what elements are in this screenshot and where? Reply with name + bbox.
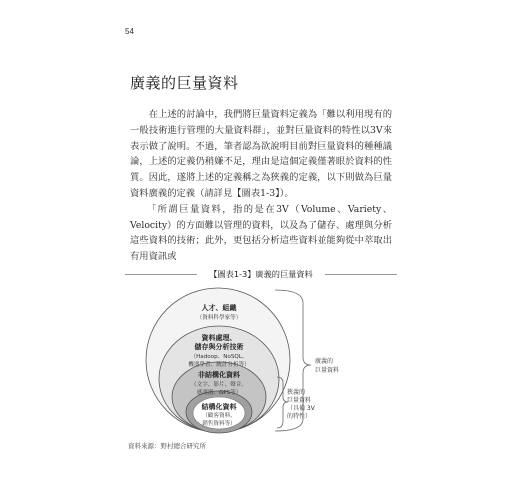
narrow-brace-label-2: 巨量資料 bbox=[287, 397, 312, 404]
broad-brace-label-2: 巨量資料 bbox=[315, 367, 340, 374]
paragraph-2: 「所謂巨量資料，指的是在3V（Volume、Variety、Velocity）的方面難以管理的資料，以及為了儲存、處理與分析這些資料的技術；此外，更包括分析這些資料並能夠從中萃取出有用資訊或 bbox=[130, 203, 392, 263]
structured-sublabel: （顧客資料、 bbox=[202, 413, 236, 419]
unstructured-label: 非結構化資料 bbox=[198, 371, 240, 379]
unstructured-sublabel: （文字、影片、聲音、 bbox=[191, 382, 247, 388]
talent-sublabel: （資料科學家等） bbox=[196, 315, 242, 321]
technology-sublabel: （Hadoop、NoSQL、 bbox=[190, 354, 248, 360]
narrow-brace-label-4: 的特性） bbox=[287, 413, 312, 420]
page-number: 54 bbox=[125, 27, 134, 36]
narrow-brace-label-3: （具備 3V bbox=[287, 405, 315, 412]
technology-label: 資料處理、 bbox=[201, 334, 237, 342]
paragraph-1: 在上述的討論中，我們將巨量資料定義為「難以利用現有的一般技術進行管理的大量資料群」，並對巨量資料的特性以3V來表示做了說明。不過，筆者認為欲說明目前對巨量資料的種種議論，上述的定義仍稍嫌不足，理由是這個定義僅著眼於資料的性質。因此，遂將上述的定義稱之為狹義的定義，以下則做為巨量資料廣義的定義（請詳見【圖表1-3】）。 bbox=[130, 109, 392, 199]
section-title: 廣義的巨量資料 bbox=[130, 74, 239, 92]
technology-sublabel-2: 機器學習、統計分析等） bbox=[188, 362, 250, 368]
structured-label: 結構化資料 bbox=[201, 403, 237, 411]
technology-label-2: 儲存與分析技術 bbox=[194, 343, 244, 351]
broad-big-data-diagram bbox=[125, 285, 395, 435]
source-note: 資料來源：野村總合研究所 bbox=[128, 442, 206, 450]
figure-title: 【圖表1-3】廣義的巨量資料 bbox=[197, 266, 325, 282]
structured-sublabel-2: 銷售資料等） bbox=[202, 421, 236, 427]
unstructured-sublabel-2: 感測器、GPS等） bbox=[196, 390, 242, 396]
narrow-brace-label: 狹義的 bbox=[287, 389, 306, 396]
talent-label: 人才、組織 bbox=[201, 304, 237, 312]
figure-header bbox=[125, 266, 397, 282]
broad-brace-label: 廣義的 bbox=[315, 358, 334, 365]
body-text bbox=[130, 107, 392, 265]
